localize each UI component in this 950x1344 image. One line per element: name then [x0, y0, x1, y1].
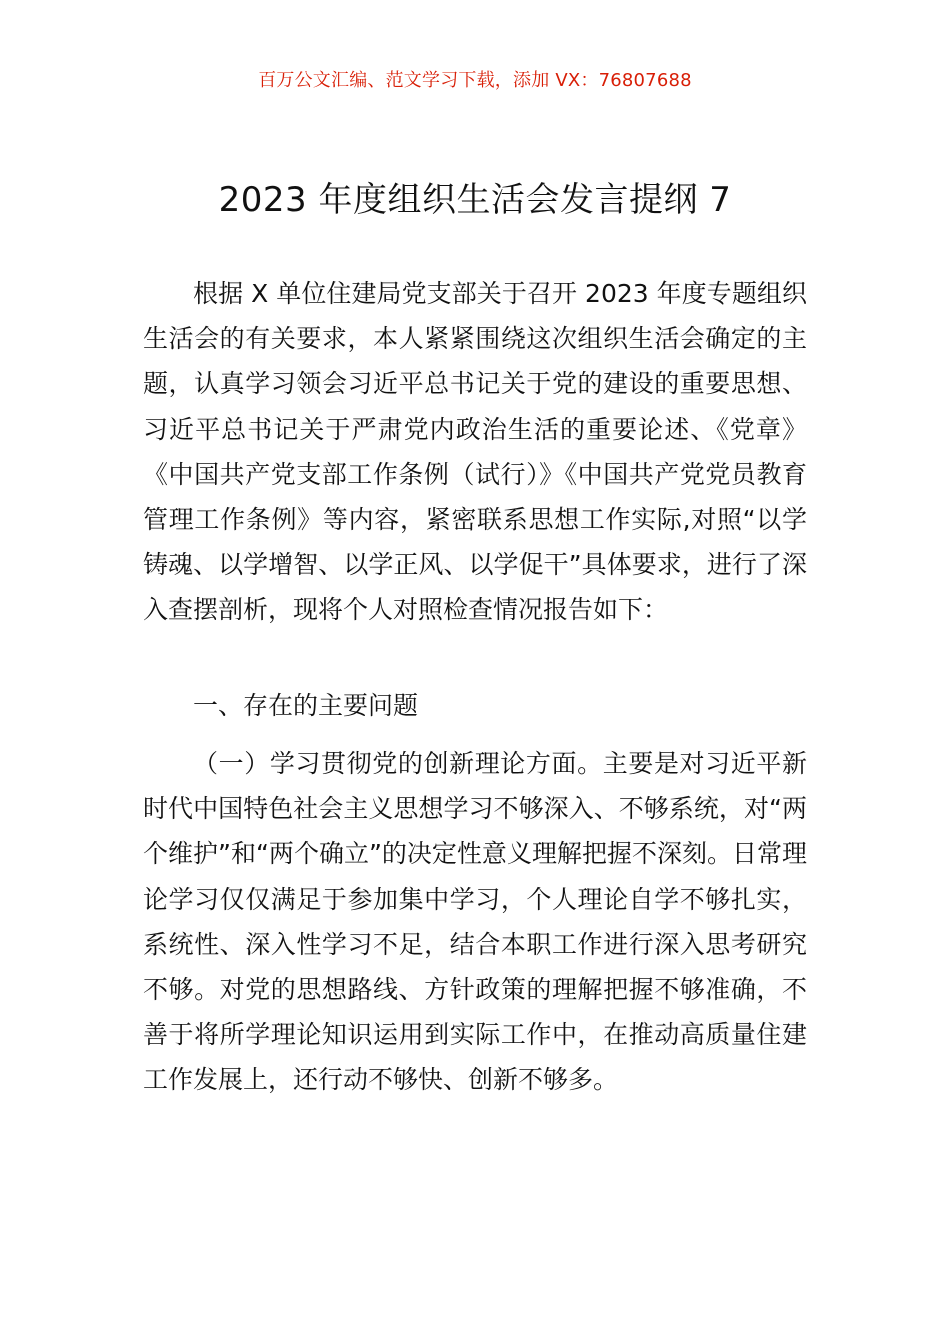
intro-paragraph: 根据 X 单位住建局党支部关于召开 2023 年度专题组织生活会的有关要求，本人紧紧围绕这次组织生活会确定的主题，认真学习领会习近平总书记关于党的建设的重要思想、习近平总书记关于严肃党内政治生活的重要论述、《党章》《中国共产党支部工作条例（试行）》《中国共产党党员教育管理工作条例》等内容，紧密联系思想工作实际,对照“以学铸魂、以学增智、以学正风、以学促干”具体要求，进行了深入查摆剖析，现将个人对照检查情况报告如下：: [143, 279, 807, 625]
item-paragraph-block: [143, 741, 807, 1103]
header-watermark-note: 百万公文汇编、范文学习下载，添加 VX：76807688: [258, 70, 692, 91]
item-paragraph: （一）学习贯彻党的创新理论方面。主要是对习近平新时代中国特色社会主义思想学习不够深入、不够系统，对“两个维护”和“两个确立”的决定性意义理解把握不深刻。日常理论学习仅仅满足于参加集中学习，个人理论自学不够扎实，系统性、深入性学习不足，结合本职工作进行深入思考研究不够。对党的思想路线、方针政策的理解把握不够准确，不善于将所学理论知识运用到实际工作中，在推动高质量住建工作发展上，还行动不够快、创新不够多。: [143, 749, 807, 1095]
section-heading-block: [143, 683, 807, 728]
document-title: 2023 年度组织生活会发言提纲 7: [218, 180, 732, 220]
intro-paragraph-block: [143, 271, 807, 633]
section-heading: 一、存在的主要问题: [193, 691, 419, 720]
